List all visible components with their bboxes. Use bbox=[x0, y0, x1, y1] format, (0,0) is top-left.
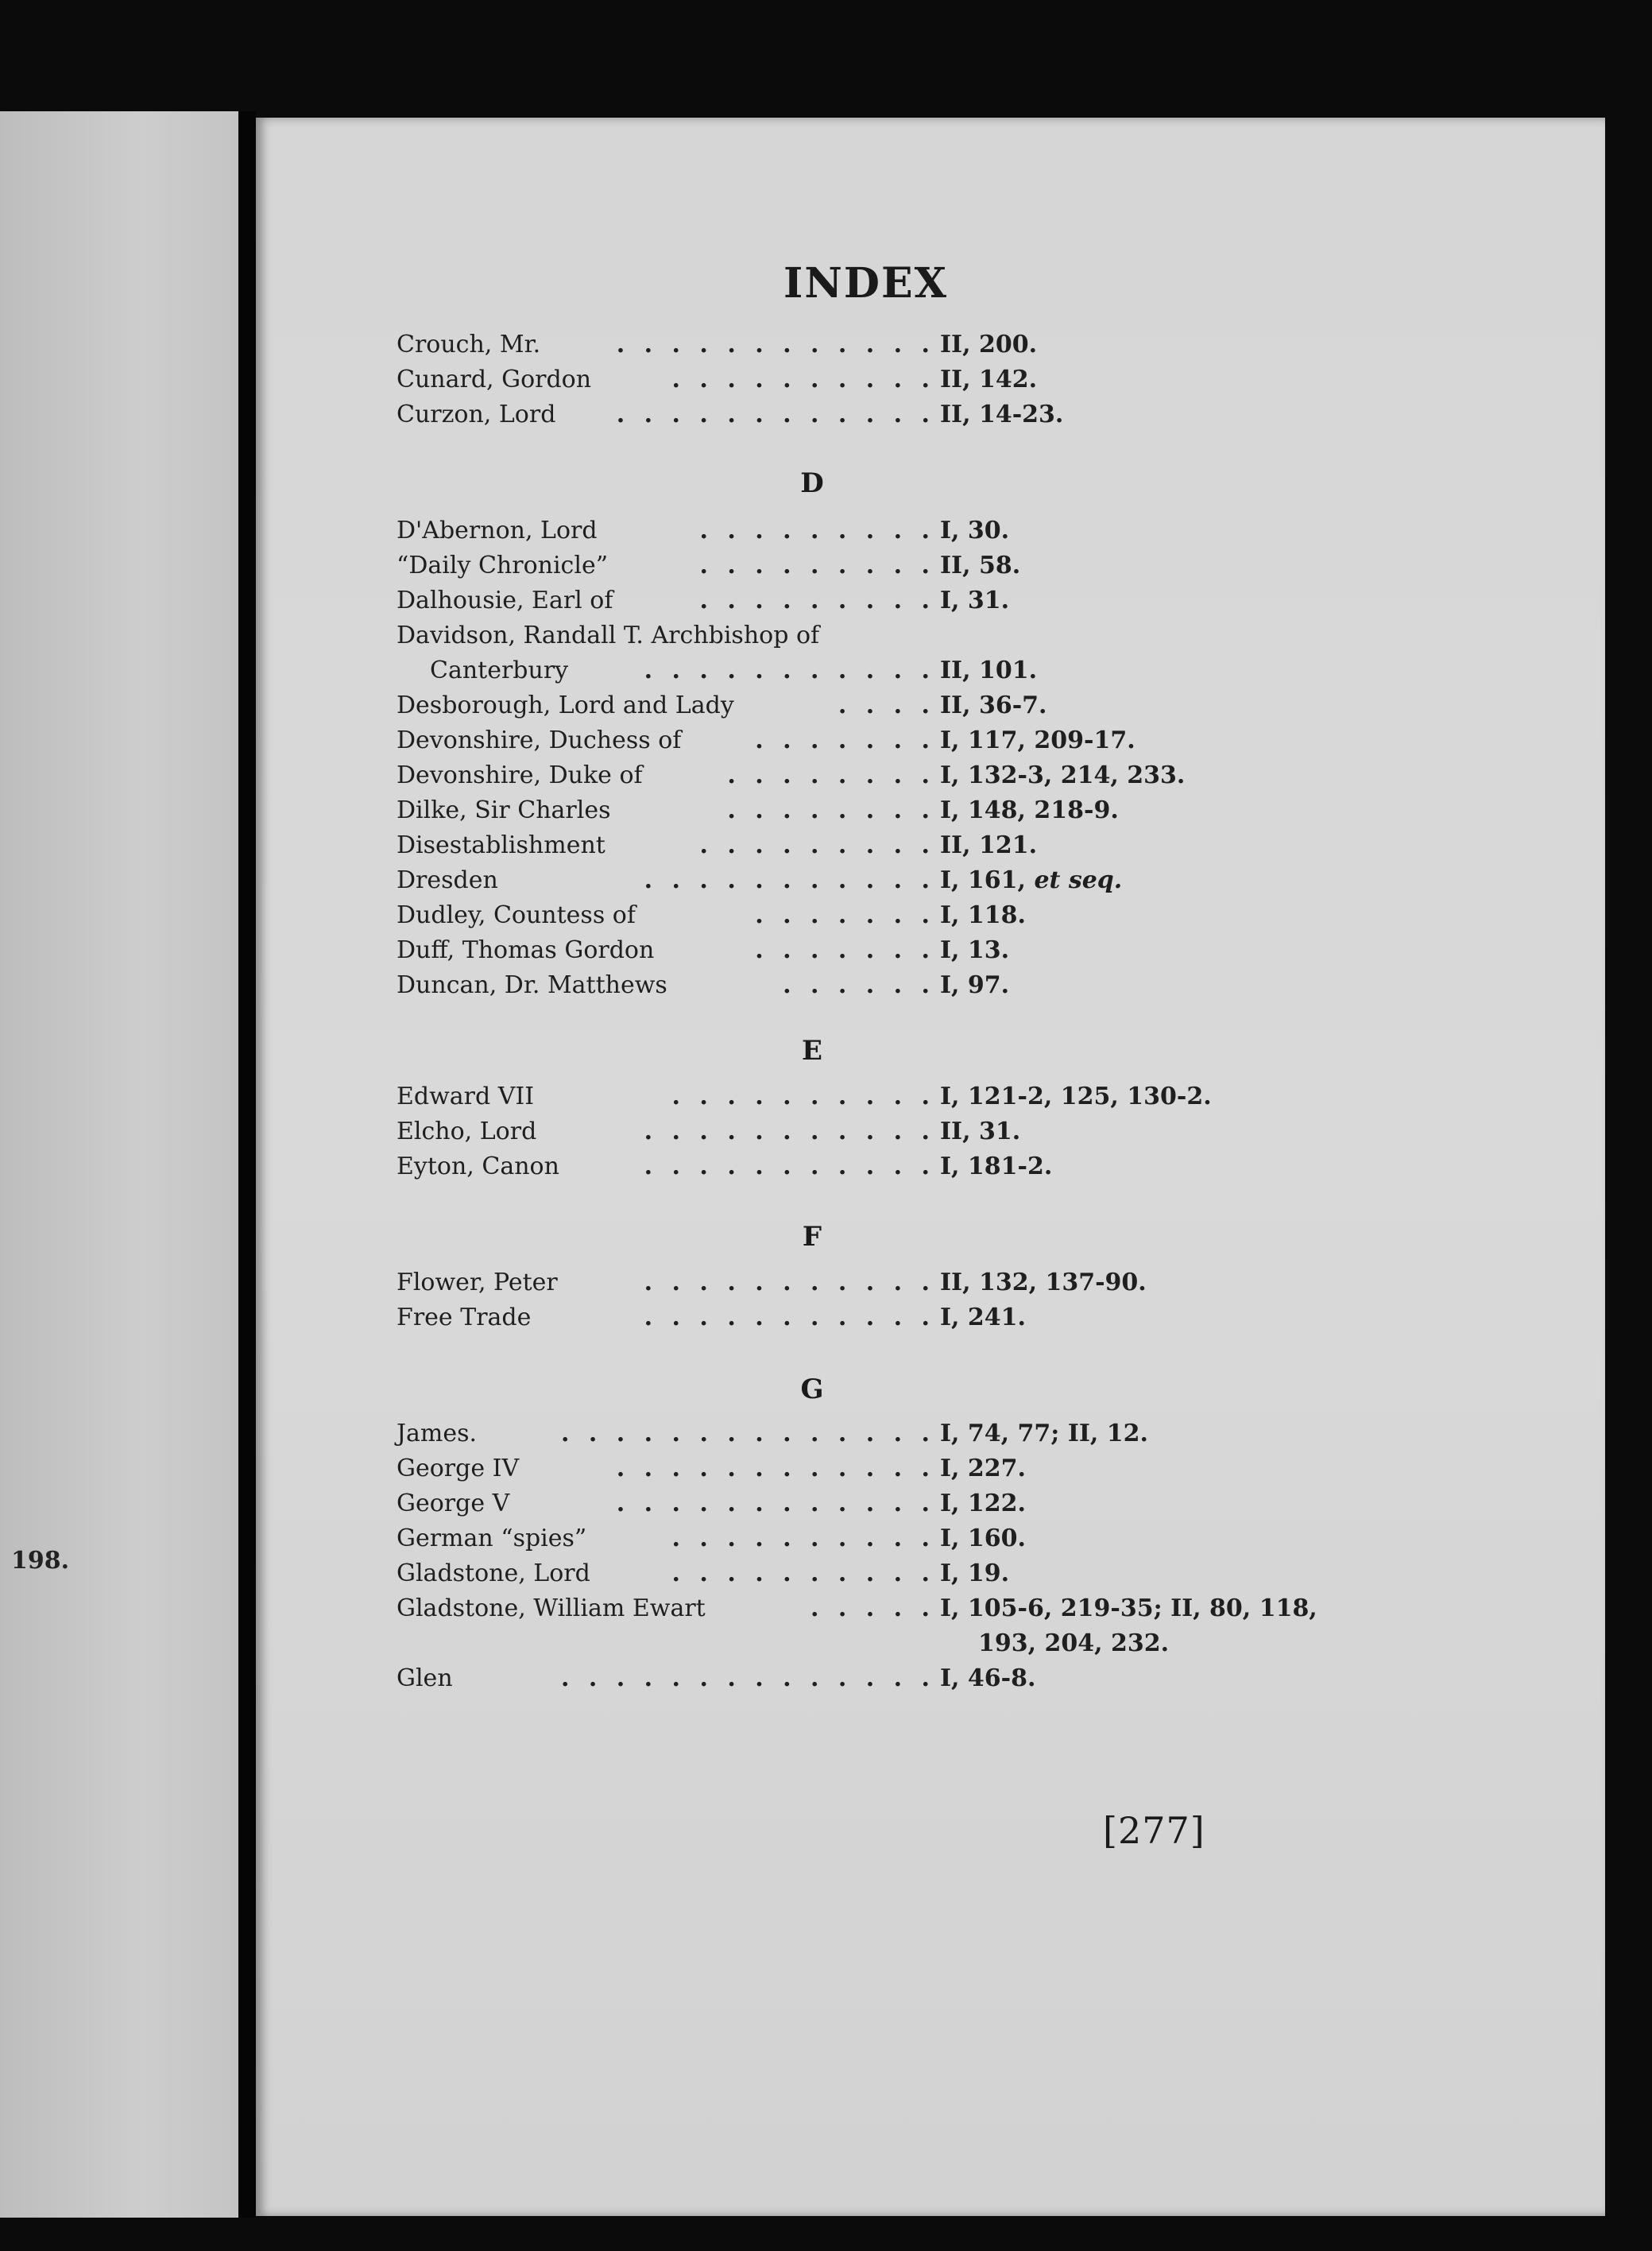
index-entry bbox=[397, 968, 1430, 1003]
entry-name: Gladstone, Lord bbox=[397, 1559, 590, 1587]
entry-reference: II, 200. bbox=[940, 331, 1038, 358]
index-entry bbox=[397, 327, 1430, 362]
entry-name: Duff, Thomas Gordon bbox=[397, 936, 655, 964]
leader-dots: . . . . . bbox=[811, 1594, 935, 1622]
index-entry bbox=[397, 828, 1430, 863]
entry-reference: II, 121. bbox=[940, 831, 1038, 859]
leader-dots: . . . . . . . . . bbox=[699, 517, 935, 544]
index-entry-continuation bbox=[397, 653, 1430, 688]
entry-name: Dilke, Sir Charles bbox=[397, 796, 611, 824]
index-entry bbox=[397, 863, 1430, 898]
leader-dots: . . . . . . . . . . . . . . bbox=[561, 1420, 935, 1447]
index-entry bbox=[397, 548, 1430, 583]
index-entry bbox=[397, 1416, 1430, 1451]
index-group-e bbox=[397, 1079, 1430, 1184]
leader-dots: . . . . . . . . . . . . . . bbox=[561, 1664, 935, 1692]
index-entry bbox=[397, 1114, 1430, 1149]
leader-dots: . . . . bbox=[838, 692, 935, 719]
entry-name: Crouch, Mr. bbox=[397, 331, 541, 358]
index-entry bbox=[397, 793, 1430, 828]
leader-dots: . . . . . . . . . . bbox=[671, 1525, 935, 1552]
index-entry bbox=[397, 362, 1430, 397]
index-group-f bbox=[397, 1265, 1430, 1335]
leader-dots: . . . . . . . bbox=[755, 901, 935, 929]
entry-name: Cunard, Gordon bbox=[397, 366, 592, 393]
entry-reference: I, 181-2. bbox=[940, 1153, 1053, 1180]
entry-reference: II, 31. bbox=[940, 1118, 1021, 1145]
entry-reference: I, 30. bbox=[940, 517, 1010, 544]
index-entry bbox=[397, 1486, 1430, 1521]
leader-dots: . . . . . . . bbox=[755, 726, 935, 754]
entry-name: Duncan, Dr. Matthews bbox=[397, 971, 667, 999]
leader-dots: . . . . . . . . . . . bbox=[644, 1269, 935, 1296]
index-group-c bbox=[397, 327, 1430, 432]
book-gutter bbox=[238, 111, 256, 2218]
entry-reference: I, 31. bbox=[940, 587, 1010, 614]
leader-dots: . . . . . . . . . . . bbox=[644, 657, 935, 684]
entry-name: D'Abernon, Lord bbox=[397, 517, 598, 544]
entry-name: Glen bbox=[397, 1664, 453, 1692]
leader-dots: . . . . . . . . . bbox=[699, 587, 935, 614]
entry-name: George V bbox=[397, 1490, 510, 1517]
section-letter-d: D bbox=[800, 467, 824, 499]
index-entry bbox=[397, 1661, 1430, 1696]
entry-name: Eyton, Canon bbox=[397, 1153, 559, 1180]
leader-dots: . . . . . . bbox=[783, 971, 935, 999]
index-entry bbox=[397, 618, 1430, 653]
leader-dots: . . . . . . . . . . . . bbox=[616, 401, 935, 428]
left-page-fragment: 198. bbox=[11, 1547, 70, 1575]
entry-name: Dresden bbox=[397, 866, 498, 894]
leader-dots: . . . . . . . . . . . . bbox=[616, 331, 935, 358]
entry-reference: II, 36-7. bbox=[940, 692, 1047, 719]
entry-reference: II, 142. bbox=[940, 366, 1038, 393]
entry-name: Edward VII bbox=[397, 1083, 535, 1110]
index-entry bbox=[397, 1079, 1430, 1114]
entry-name: Flower, Peter bbox=[397, 1269, 558, 1296]
leader-dots: . . . . . . . . bbox=[727, 796, 935, 824]
entry-reference: I, 117, 209-17. bbox=[940, 726, 1136, 754]
entry-name: Free Trade bbox=[397, 1304, 532, 1331]
left-page bbox=[0, 111, 238, 2218]
leader-dots: . . . . . . . . . bbox=[699, 552, 935, 579]
page-number: [277] bbox=[1103, 1809, 1205, 1852]
index-entry bbox=[397, 1521, 1430, 1556]
index-entry bbox=[397, 1591, 1430, 1626]
entry-reference: I, 227. bbox=[940, 1455, 1026, 1482]
entry-reference: I, 161, et seq. bbox=[940, 866, 1123, 894]
index-entry-continuation bbox=[397, 1626, 1430, 1661]
entry-reference: II, 14-23. bbox=[940, 401, 1064, 428]
leader-dots: . . . . . . . . . . . . bbox=[616, 1455, 935, 1482]
entry-reference: I, 160. bbox=[940, 1525, 1026, 1552]
entry-name: Canterbury bbox=[430, 657, 569, 684]
entry-reference: I, 121-2, 125, 130-2. bbox=[940, 1083, 1212, 1110]
entry-name: Dudley, Countess of bbox=[397, 901, 636, 929]
index-entry bbox=[397, 758, 1430, 793]
entry-reference: I, 241. bbox=[940, 1304, 1026, 1331]
index-entry bbox=[397, 898, 1430, 933]
index-entry bbox=[397, 1556, 1430, 1591]
leader-dots: . . . . . . . . . . . . bbox=[616, 1490, 935, 1517]
index-entry bbox=[397, 1149, 1430, 1184]
entry-name: James. bbox=[397, 1420, 478, 1447]
leader-dots: . . . . . . . bbox=[755, 936, 935, 964]
index-group-d bbox=[397, 513, 1430, 1003]
entry-reference: I, 19. bbox=[940, 1559, 1010, 1587]
entry-name: Devonshire, Duchess of bbox=[397, 726, 682, 754]
entry-name: George IV bbox=[397, 1455, 520, 1482]
entry-reference: I, 118. bbox=[940, 901, 1026, 929]
entry-reference: I, 148, 218-9. bbox=[940, 796, 1119, 824]
leader-dots: . . . . . . . . . . bbox=[671, 1559, 935, 1587]
index-entry bbox=[397, 1300, 1430, 1335]
section-letter-f: F bbox=[802, 1221, 822, 1253]
entry-reference: II, 132, 137-90. bbox=[940, 1269, 1147, 1296]
leader-dots: . . . . . . . . . . . bbox=[644, 1304, 935, 1331]
index-entry bbox=[397, 513, 1430, 548]
index-entry bbox=[397, 397, 1430, 432]
entry-name: Elcho, Lord bbox=[397, 1118, 537, 1145]
entry-reference: I, 97. bbox=[940, 971, 1010, 999]
index-entry bbox=[397, 933, 1430, 968]
leader-dots: . . . . . . . . . . bbox=[671, 366, 935, 393]
entry-name: Disestablishment bbox=[397, 831, 605, 859]
entry-reference: I, 105-6, 219-35; II, 80, 118, bbox=[940, 1594, 1317, 1622]
index-group-g bbox=[397, 1416, 1430, 1696]
entry-name: Devonshire, Duke of bbox=[397, 761, 643, 789]
leader-dots: . . . . . . . . . . . bbox=[644, 866, 935, 894]
section-letter-g: G bbox=[800, 1373, 824, 1405]
leader-dots: . . . . . . . . . bbox=[699, 831, 935, 859]
entry-reference: II, 101. bbox=[940, 657, 1038, 684]
entry-reference: II, 58. bbox=[940, 552, 1021, 579]
entry-reference: I, 13. bbox=[940, 936, 1010, 964]
index-page bbox=[256, 118, 1605, 2216]
index-entry bbox=[397, 688, 1430, 723]
index-entry bbox=[397, 1265, 1430, 1300]
entry-reference: I, 46-8. bbox=[940, 1664, 1036, 1692]
leader-dots: . . . . . . . . . . . bbox=[644, 1118, 935, 1145]
entry-name: German “spies” bbox=[397, 1525, 587, 1552]
entry-reference: I, 74, 77; II, 12. bbox=[940, 1420, 1148, 1447]
leader-dots: . . . . . . . . bbox=[727, 761, 935, 789]
entry-name: “Daily Chronicle” bbox=[397, 552, 609, 579]
entry-name: Curzon, Lord bbox=[397, 401, 556, 428]
entry-reference: 193, 204, 232. bbox=[978, 1629, 1170, 1657]
entry-reference: I, 132-3, 214, 233. bbox=[940, 761, 1186, 789]
index-entry bbox=[397, 723, 1430, 758]
entry-name: Gladstone, William Ewart bbox=[397, 1594, 706, 1622]
index-entry bbox=[397, 1451, 1430, 1486]
entry-name: Dalhousie, Earl of bbox=[397, 587, 613, 614]
section-letter-e: E bbox=[802, 1035, 822, 1067]
entry-name: Davidson, Randall T. Archbishop of bbox=[397, 622, 820, 649]
page-title: INDEX bbox=[783, 259, 948, 308]
index-entry bbox=[397, 583, 1430, 618]
entry-reference: I, 122. bbox=[940, 1490, 1026, 1517]
entry-name: Desborough, Lord and Lady bbox=[397, 692, 734, 719]
leader-dots: . . . . . . . . . . bbox=[671, 1083, 935, 1110]
leader-dots: . . . . . . . . . . . bbox=[644, 1153, 935, 1180]
